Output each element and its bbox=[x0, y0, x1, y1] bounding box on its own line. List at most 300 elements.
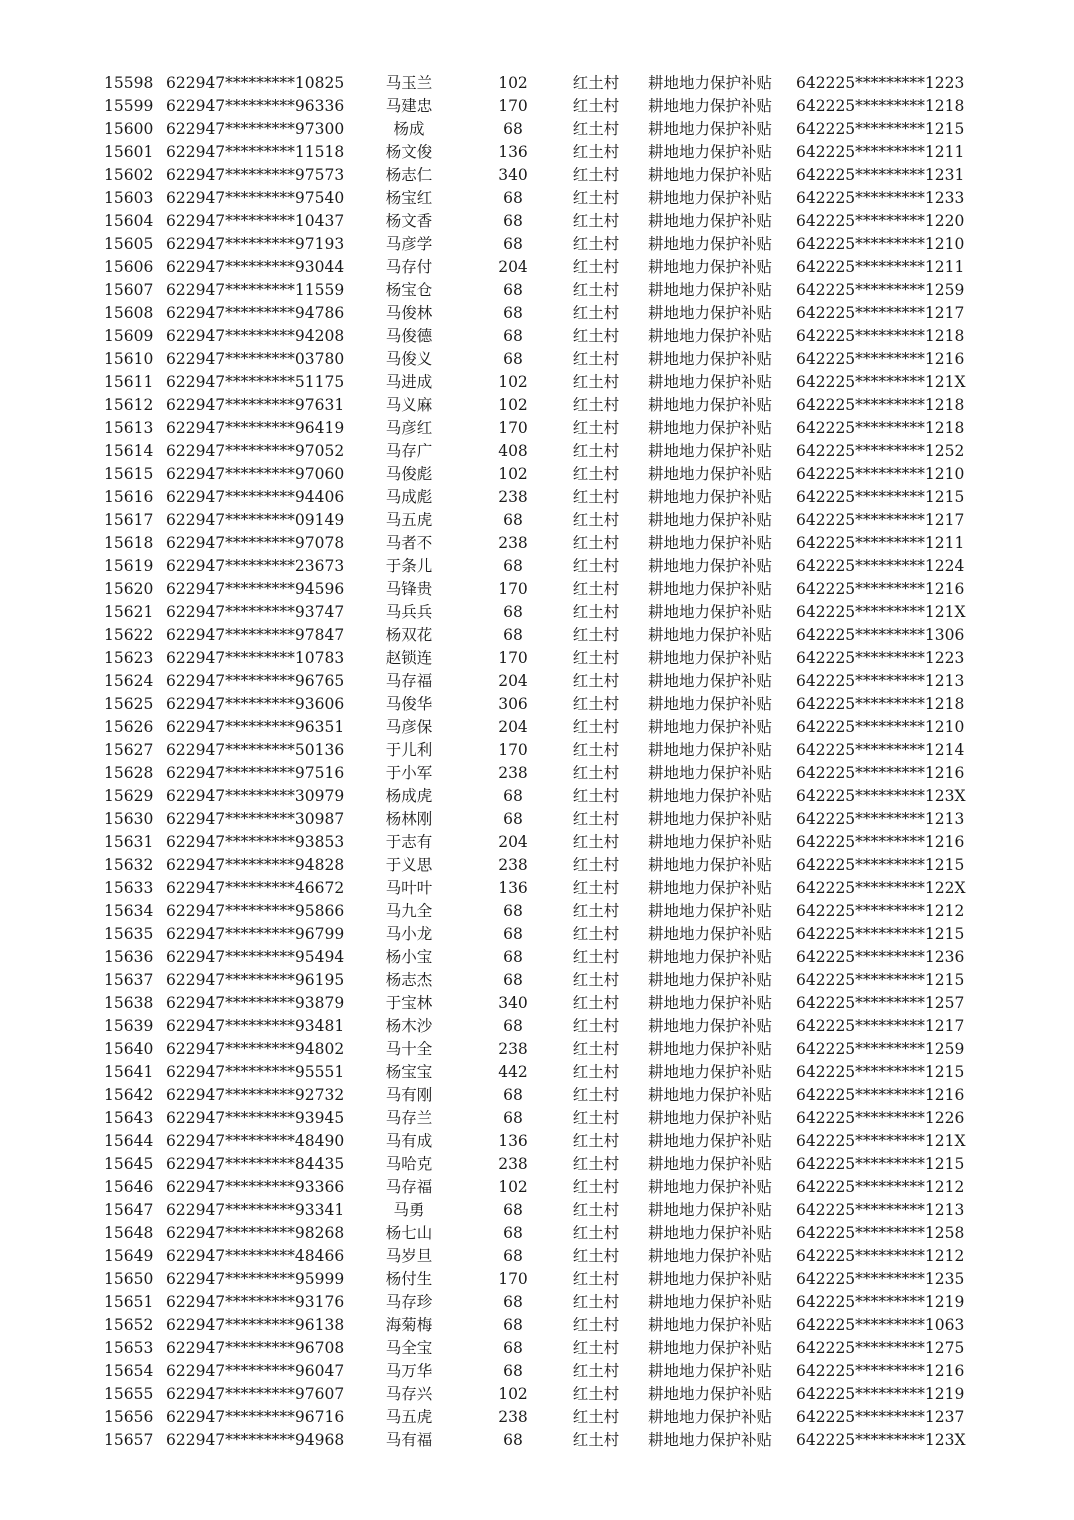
subsidy-amount: 136 bbox=[498, 143, 528, 161]
recipient-name: 马玉兰 bbox=[385, 74, 433, 92]
subsidy-amount: 204 bbox=[498, 833, 528, 851]
bank-card-number: 622947*********10437 bbox=[166, 212, 345, 230]
bank-card-number: 622947*********11518 bbox=[166, 143, 345, 161]
bank-card-number: 622947*********97847 bbox=[166, 626, 345, 644]
table-row bbox=[0, 555, 1074, 578]
row-number: 15633 bbox=[104, 879, 154, 897]
bank-card-number: 622947*********03780 bbox=[166, 350, 345, 368]
village-name: 红土村 bbox=[572, 649, 620, 667]
subsidy-type: 耕地地力保护补贴 bbox=[647, 764, 772, 782]
subsidy-amount: 68 bbox=[503, 1293, 523, 1311]
id-card-number: 642225*********1215 bbox=[796, 971, 965, 989]
row-number: 15635 bbox=[104, 925, 154, 943]
subsidy-amount: 68 bbox=[503, 1362, 523, 1380]
village-name: 红土村 bbox=[572, 1155, 620, 1173]
village-name: 红土村 bbox=[572, 74, 620, 92]
bank-card-number: 622947*********30987 bbox=[166, 810, 345, 828]
subsidy-type: 耕地地力保护补贴 bbox=[647, 1408, 772, 1426]
bank-card-number: 622947*********93481 bbox=[166, 1017, 345, 1035]
subsidy-type: 耕地地力保护补贴 bbox=[647, 672, 772, 690]
subsidy-amount: 170 bbox=[498, 419, 528, 437]
id-card-number: 642225*********1216 bbox=[796, 350, 965, 368]
table-row bbox=[0, 1107, 1074, 1130]
row-number: 15632 bbox=[104, 856, 154, 874]
recipient-name: 马存福 bbox=[385, 672, 433, 690]
village-name: 红土村 bbox=[572, 350, 620, 368]
id-card-number: 642225*********1237 bbox=[796, 1408, 965, 1426]
subsidy-type: 耕地地力保护补贴 bbox=[647, 350, 772, 368]
recipient-name: 马五虎 bbox=[385, 511, 433, 529]
village-name: 红土村 bbox=[572, 189, 620, 207]
village-name: 红土村 bbox=[572, 695, 620, 713]
subsidy-amount: 238 bbox=[498, 488, 528, 506]
row-number: 15610 bbox=[104, 350, 154, 368]
row-number: 15630 bbox=[104, 810, 154, 828]
subsidy-type: 耕地地力保护补贴 bbox=[647, 488, 772, 506]
village-name: 红土村 bbox=[572, 1017, 620, 1035]
row-number: 15607 bbox=[104, 281, 154, 299]
id-card-number: 642225*********1211 bbox=[796, 258, 965, 276]
subsidy-amount: 68 bbox=[503, 925, 523, 943]
row-number: 15640 bbox=[104, 1040, 154, 1058]
subsidy-type: 耕地地力保护补贴 bbox=[647, 1362, 772, 1380]
bank-card-number: 622947*********93366 bbox=[166, 1178, 345, 1196]
table-row bbox=[0, 348, 1074, 371]
bank-card-number: 622947*********93853 bbox=[166, 833, 345, 851]
row-number: 15651 bbox=[104, 1293, 154, 1311]
table-row bbox=[0, 808, 1074, 831]
bank-card-number: 622947*********95494 bbox=[166, 948, 345, 966]
table-row bbox=[0, 509, 1074, 532]
id-card-number: 642225*********1215 bbox=[796, 925, 965, 943]
village-name: 红土村 bbox=[572, 373, 620, 391]
village-name: 红土村 bbox=[572, 97, 620, 115]
recipient-name: 马存兰 bbox=[385, 1109, 433, 1127]
subsidy-amount: 68 bbox=[503, 511, 523, 529]
table-row bbox=[0, 486, 1074, 509]
id-card-number: 642225*********1259 bbox=[796, 1040, 965, 1058]
id-card-number: 642225*********123X bbox=[796, 1431, 966, 1449]
subsidy-type: 耕地地力保护补贴 bbox=[647, 1316, 772, 1334]
village-name: 红土村 bbox=[572, 143, 620, 161]
subsidy-type: 耕地地力保护补贴 bbox=[647, 1132, 772, 1150]
bank-card-number: 622947*********50136 bbox=[166, 741, 345, 759]
id-card-number: 642225*********1217 bbox=[796, 304, 965, 322]
row-number: 15652 bbox=[104, 1316, 154, 1334]
subsidy-table bbox=[0, 72, 1074, 1452]
recipient-name: 马万华 bbox=[385, 1362, 433, 1380]
table-row bbox=[0, 1383, 1074, 1406]
id-card-number: 642225*********1235 bbox=[796, 1270, 965, 1288]
subsidy-type: 耕地地力保护补贴 bbox=[647, 1040, 772, 1058]
village-name: 红土村 bbox=[572, 166, 620, 184]
recipient-name: 马义麻 bbox=[385, 396, 433, 414]
row-number: 15621 bbox=[104, 603, 154, 621]
subsidy-amount: 68 bbox=[503, 1017, 523, 1035]
id-card-number: 642225*********1224 bbox=[796, 557, 965, 575]
row-number: 15620 bbox=[104, 580, 154, 598]
recipient-name: 马岁旦 bbox=[385, 1247, 433, 1265]
recipient-name: 马存广 bbox=[385, 442, 433, 460]
recipient-name: 于条儿 bbox=[385, 557, 433, 575]
subsidy-type: 耕地地力保护补贴 bbox=[647, 1063, 772, 1081]
village-name: 红土村 bbox=[572, 488, 620, 506]
subsidy-type: 耕地地力保护补贴 bbox=[647, 925, 772, 943]
subsidy-amount: 170 bbox=[498, 1270, 528, 1288]
subsidy-type: 耕地地力保护补贴 bbox=[647, 281, 772, 299]
row-number: 15655 bbox=[104, 1385, 154, 1403]
recipient-name: 马彦学 bbox=[385, 235, 433, 253]
table-row bbox=[0, 118, 1074, 141]
id-card-number: 642225*********1219 bbox=[796, 1385, 965, 1403]
id-card-number: 642225*********1063 bbox=[796, 1316, 965, 1334]
subsidy-amount: 68 bbox=[503, 235, 523, 253]
subsidy-amount: 68 bbox=[503, 1201, 523, 1219]
recipient-name: 杨木沙 bbox=[385, 1017, 433, 1035]
subsidy-type: 耕地地力保护补贴 bbox=[647, 1224, 772, 1242]
table-row bbox=[0, 141, 1074, 164]
bank-card-number: 622947*********84435 bbox=[166, 1155, 345, 1173]
row-number: 15645 bbox=[104, 1155, 154, 1173]
village-name: 红土村 bbox=[572, 1431, 620, 1449]
village-name: 红土村 bbox=[572, 1293, 620, 1311]
bank-card-number: 622947*********96799 bbox=[166, 925, 345, 943]
row-number: 15639 bbox=[104, 1017, 154, 1035]
id-card-number: 642225*********1216 bbox=[796, 1362, 965, 1380]
id-card-number: 642225*********1213 bbox=[796, 1201, 965, 1219]
subsidy-amount: 68 bbox=[503, 304, 523, 322]
row-number: 15598 bbox=[104, 74, 154, 92]
subsidy-type: 耕地地力保护补贴 bbox=[647, 327, 772, 345]
table-row bbox=[0, 1199, 1074, 1222]
village-name: 红土村 bbox=[572, 1178, 620, 1196]
bank-card-number: 622947*********09149 bbox=[166, 511, 345, 529]
table-row bbox=[0, 854, 1074, 877]
subsidy-amount: 68 bbox=[503, 212, 523, 230]
bank-card-number: 622947*********97078 bbox=[166, 534, 345, 552]
subsidy-type: 耕地地力保护补贴 bbox=[647, 1270, 772, 1288]
id-card-number: 642225*********123X bbox=[796, 787, 966, 805]
table-row bbox=[0, 1061, 1074, 1084]
table-row bbox=[0, 1268, 1074, 1291]
subsidy-amount: 68 bbox=[503, 189, 523, 207]
table-row bbox=[0, 1406, 1074, 1429]
bank-card-number: 622947*********10783 bbox=[166, 649, 345, 667]
subsidy-amount: 102 bbox=[498, 1178, 528, 1196]
village-name: 红土村 bbox=[572, 971, 620, 989]
bank-card-number: 622947*********48466 bbox=[166, 1247, 345, 1265]
id-card-number: 642225*********1215 bbox=[796, 488, 965, 506]
table-row bbox=[0, 1084, 1074, 1107]
subsidy-amount: 170 bbox=[498, 649, 528, 667]
recipient-name: 杨双花 bbox=[385, 626, 433, 644]
row-number: 15602 bbox=[104, 166, 154, 184]
id-card-number: 642225*********1219 bbox=[796, 1293, 965, 1311]
row-number: 15628 bbox=[104, 764, 154, 782]
id-card-number: 642225*********1306 bbox=[796, 626, 965, 644]
id-card-number: 642225*********1210 bbox=[796, 465, 965, 483]
bank-card-number: 622947*********96716 bbox=[166, 1408, 345, 1426]
subsidy-type: 耕地地力保护补贴 bbox=[647, 74, 772, 92]
village-name: 红土村 bbox=[572, 580, 620, 598]
subsidy-type: 耕地地力保护补贴 bbox=[647, 373, 772, 391]
village-name: 红土村 bbox=[572, 856, 620, 874]
recipient-name: 马存珍 bbox=[385, 1293, 433, 1311]
id-card-number: 642225*********1217 bbox=[796, 1017, 965, 1035]
village-name: 红土村 bbox=[572, 1247, 620, 1265]
id-card-number: 642225*********1275 bbox=[796, 1339, 965, 1357]
table-row bbox=[0, 440, 1074, 463]
table-row bbox=[0, 969, 1074, 992]
table-row bbox=[0, 877, 1074, 900]
id-card-number: 642225*********1215 bbox=[796, 120, 965, 138]
bank-card-number: 622947*********11559 bbox=[166, 281, 345, 299]
table-row bbox=[0, 923, 1074, 946]
subsidy-amount: 340 bbox=[498, 166, 528, 184]
id-card-number: 642225*********1223 bbox=[796, 74, 965, 92]
subsidy-type: 耕地地力保护补贴 bbox=[647, 235, 772, 253]
village-name: 红土村 bbox=[572, 741, 620, 759]
table-row bbox=[0, 946, 1074, 969]
village-name: 红土村 bbox=[572, 718, 620, 736]
recipient-name: 马十全 bbox=[385, 1040, 433, 1058]
id-card-number: 642225*********121X bbox=[796, 1132, 966, 1150]
bank-card-number: 622947*********96336 bbox=[166, 97, 345, 115]
row-number: 15656 bbox=[104, 1408, 154, 1426]
row-number: 15622 bbox=[104, 626, 154, 644]
bank-card-number: 622947*********23673 bbox=[166, 557, 345, 575]
recipient-name: 杨宝宝 bbox=[385, 1063, 433, 1081]
recipient-name: 杨志仁 bbox=[385, 166, 433, 184]
recipient-name: 杨文香 bbox=[385, 212, 433, 230]
recipient-name: 马俊彪 bbox=[385, 465, 433, 483]
subsidy-amount: 136 bbox=[498, 879, 528, 897]
row-number: 15619 bbox=[104, 557, 154, 575]
table-row bbox=[0, 1222, 1074, 1245]
subsidy-amount: 204 bbox=[498, 672, 528, 690]
recipient-name: 杨成虎 bbox=[385, 787, 433, 805]
subsidy-type: 耕地地力保护补贴 bbox=[647, 948, 772, 966]
subsidy-type: 耕地地力保护补贴 bbox=[647, 603, 772, 621]
table-row bbox=[0, 417, 1074, 440]
recipient-name: 赵锁连 bbox=[385, 649, 433, 667]
village-name: 红土村 bbox=[572, 1109, 620, 1127]
subsidy-amount: 340 bbox=[498, 994, 528, 1012]
subsidy-amount: 68 bbox=[503, 281, 523, 299]
village-name: 红土村 bbox=[572, 511, 620, 529]
subsidy-amount: 68 bbox=[503, 120, 523, 138]
row-number: 15608 bbox=[104, 304, 154, 322]
bank-card-number: 622947*********97607 bbox=[166, 1385, 345, 1403]
row-number: 15657 bbox=[104, 1431, 154, 1449]
row-number: 15604 bbox=[104, 212, 154, 230]
recipient-name: 马兵兵 bbox=[385, 603, 433, 621]
subsidy-amount: 170 bbox=[498, 97, 528, 115]
recipient-name: 马彦红 bbox=[385, 419, 433, 437]
id-card-number: 642225*********1218 bbox=[796, 97, 965, 115]
recipient-name: 马建忠 bbox=[385, 97, 433, 115]
table-row bbox=[0, 1176, 1074, 1199]
subsidy-type: 耕地地力保护补贴 bbox=[647, 626, 772, 644]
bank-card-number: 622947*********94828 bbox=[166, 856, 345, 874]
id-card-number: 642225*********1259 bbox=[796, 281, 965, 299]
table-row bbox=[0, 1130, 1074, 1153]
row-number: 15612 bbox=[104, 396, 154, 414]
subsidy-amount: 442 bbox=[498, 1063, 528, 1081]
id-card-number: 642225*********1236 bbox=[796, 948, 965, 966]
table-row bbox=[0, 601, 1074, 624]
table-row bbox=[0, 1360, 1074, 1383]
id-card-number: 642225*********121X bbox=[796, 373, 966, 391]
table-row bbox=[0, 279, 1074, 302]
table-row bbox=[0, 233, 1074, 256]
row-number: 15618 bbox=[104, 534, 154, 552]
subsidy-amount: 136 bbox=[498, 1132, 528, 1150]
table-row bbox=[0, 1153, 1074, 1176]
village-name: 红土村 bbox=[572, 1270, 620, 1288]
bank-card-number: 622947*********97052 bbox=[166, 442, 345, 460]
recipient-name: 于志有 bbox=[385, 833, 433, 851]
bank-card-number: 622947*********48490 bbox=[166, 1132, 345, 1150]
table-row bbox=[0, 463, 1074, 486]
subsidy-amount: 238 bbox=[498, 856, 528, 874]
subsidy-amount: 102 bbox=[498, 465, 528, 483]
row-number: 15650 bbox=[104, 1270, 154, 1288]
village-name: 红土村 bbox=[572, 1224, 620, 1242]
row-number: 15642 bbox=[104, 1086, 154, 1104]
table-row bbox=[0, 1245, 1074, 1268]
bank-card-number: 622947*********96195 bbox=[166, 971, 345, 989]
village-name: 红土村 bbox=[572, 1339, 620, 1357]
village-name: 红土村 bbox=[572, 327, 620, 345]
village-name: 红土村 bbox=[572, 948, 620, 966]
bank-card-number: 622947*********98268 bbox=[166, 1224, 345, 1242]
village-name: 红土村 bbox=[572, 626, 620, 644]
subsidy-type: 耕地地力保护补贴 bbox=[647, 1431, 772, 1449]
row-number: 15644 bbox=[104, 1132, 154, 1150]
recipient-name: 于宝林 bbox=[385, 994, 433, 1012]
subsidy-amount: 238 bbox=[498, 1155, 528, 1173]
id-card-number: 642225*********121X bbox=[796, 603, 966, 621]
id-card-number: 642225*********1257 bbox=[796, 994, 965, 1012]
row-number: 15615 bbox=[104, 465, 154, 483]
id-card-number: 642225*********1216 bbox=[796, 1086, 965, 1104]
bank-card-number: 622947*********93176 bbox=[166, 1293, 345, 1311]
table-row bbox=[0, 716, 1074, 739]
row-number: 15614 bbox=[104, 442, 154, 460]
row-number: 15653 bbox=[104, 1339, 154, 1357]
id-card-number: 642225*********1258 bbox=[796, 1224, 965, 1242]
table-row bbox=[0, 624, 1074, 647]
recipient-name: 杨成 bbox=[393, 120, 425, 138]
village-name: 红土村 bbox=[572, 787, 620, 805]
subsidy-amount: 68 bbox=[503, 1109, 523, 1127]
recipient-name: 马俊林 bbox=[385, 304, 433, 322]
subsidy-amount: 306 bbox=[498, 695, 528, 713]
subsidy-type: 耕地地力保护补贴 bbox=[647, 1109, 772, 1127]
row-number: 15600 bbox=[104, 120, 154, 138]
recipient-name: 马全宝 bbox=[385, 1339, 433, 1357]
id-card-number: 642225*********1226 bbox=[796, 1109, 965, 1127]
table-row bbox=[0, 1015, 1074, 1038]
row-number: 15601 bbox=[104, 143, 154, 161]
id-card-number: 642225*********1213 bbox=[796, 672, 965, 690]
village-name: 红土村 bbox=[572, 1316, 620, 1334]
subsidy-type: 耕地地力保护补贴 bbox=[647, 1178, 772, 1196]
id-card-number: 642225*********1212 bbox=[796, 1247, 965, 1265]
table-row bbox=[0, 95, 1074, 118]
bank-card-number: 622947*********96419 bbox=[166, 419, 345, 437]
row-number: 15625 bbox=[104, 695, 154, 713]
bank-card-number: 622947*********94786 bbox=[166, 304, 345, 322]
bank-card-number: 622947*********97573 bbox=[166, 166, 345, 184]
bank-card-number: 622947*********95866 bbox=[166, 902, 345, 920]
id-card-number: 642225*********1210 bbox=[796, 718, 965, 736]
recipient-name: 马有刚 bbox=[385, 1086, 433, 1104]
village-name: 红土村 bbox=[572, 879, 620, 897]
id-card-number: 642225*********1211 bbox=[796, 534, 965, 552]
row-number: 15654 bbox=[104, 1362, 154, 1380]
village-name: 红土村 bbox=[572, 603, 620, 621]
id-card-number: 642225*********1220 bbox=[796, 212, 965, 230]
subsidy-amount: 170 bbox=[498, 741, 528, 759]
bank-card-number: 622947*********96047 bbox=[166, 1362, 345, 1380]
subsidy-amount: 102 bbox=[498, 373, 528, 391]
subsidy-amount: 68 bbox=[503, 810, 523, 828]
id-card-number: 642225*********1218 bbox=[796, 327, 965, 345]
recipient-name: 马存福 bbox=[385, 1178, 433, 1196]
recipient-name: 于义思 bbox=[385, 856, 433, 874]
bank-card-number: 622947*********93879 bbox=[166, 994, 345, 1012]
id-card-number: 642225*********1214 bbox=[796, 741, 965, 759]
subsidy-type: 耕地地力保护补贴 bbox=[647, 304, 772, 322]
id-card-number: 642225*********1215 bbox=[796, 1155, 965, 1173]
subsidy-type: 耕地地力保护补贴 bbox=[647, 1293, 772, 1311]
bank-card-number: 622947*********96708 bbox=[166, 1339, 345, 1357]
subsidy-type: 耕地地力保护补贴 bbox=[647, 120, 772, 138]
subsidy-amount: 408 bbox=[498, 442, 528, 460]
subsidy-type: 耕地地力保护补贴 bbox=[647, 1385, 772, 1403]
village-name: 红土村 bbox=[572, 212, 620, 230]
recipient-name: 海菊梅 bbox=[385, 1316, 433, 1334]
bank-card-number: 622947*********92732 bbox=[166, 1086, 345, 1104]
subsidy-amount: 170 bbox=[498, 580, 528, 598]
table-row bbox=[0, 1314, 1074, 1337]
recipient-name: 马锋贵 bbox=[385, 580, 433, 598]
subsidy-amount: 238 bbox=[498, 534, 528, 552]
row-number: 15634 bbox=[104, 902, 154, 920]
village-name: 红土村 bbox=[572, 258, 620, 276]
row-number: 15609 bbox=[104, 327, 154, 345]
subsidy-amount: 102 bbox=[498, 74, 528, 92]
row-number: 15649 bbox=[104, 1247, 154, 1265]
row-number: 15613 bbox=[104, 419, 154, 437]
row-number: 15648 bbox=[104, 1224, 154, 1242]
table-row bbox=[0, 1429, 1074, 1452]
bank-card-number: 622947*********95999 bbox=[166, 1270, 345, 1288]
table-row bbox=[0, 831, 1074, 854]
subsidy-type: 耕地地力保护补贴 bbox=[647, 465, 772, 483]
row-number: 15629 bbox=[104, 787, 154, 805]
subsidy-type: 耕地地力保护补贴 bbox=[647, 1017, 772, 1035]
id-card-number: 642225*********1231 bbox=[796, 166, 965, 184]
subsidy-type: 耕地地力保护补贴 bbox=[647, 557, 772, 575]
recipient-name: 杨付生 bbox=[385, 1270, 433, 1288]
subsidy-type: 耕地地力保护补贴 bbox=[647, 166, 772, 184]
subsidy-amount: 68 bbox=[503, 603, 523, 621]
table-row bbox=[0, 1337, 1074, 1360]
village-name: 红土村 bbox=[572, 764, 620, 782]
